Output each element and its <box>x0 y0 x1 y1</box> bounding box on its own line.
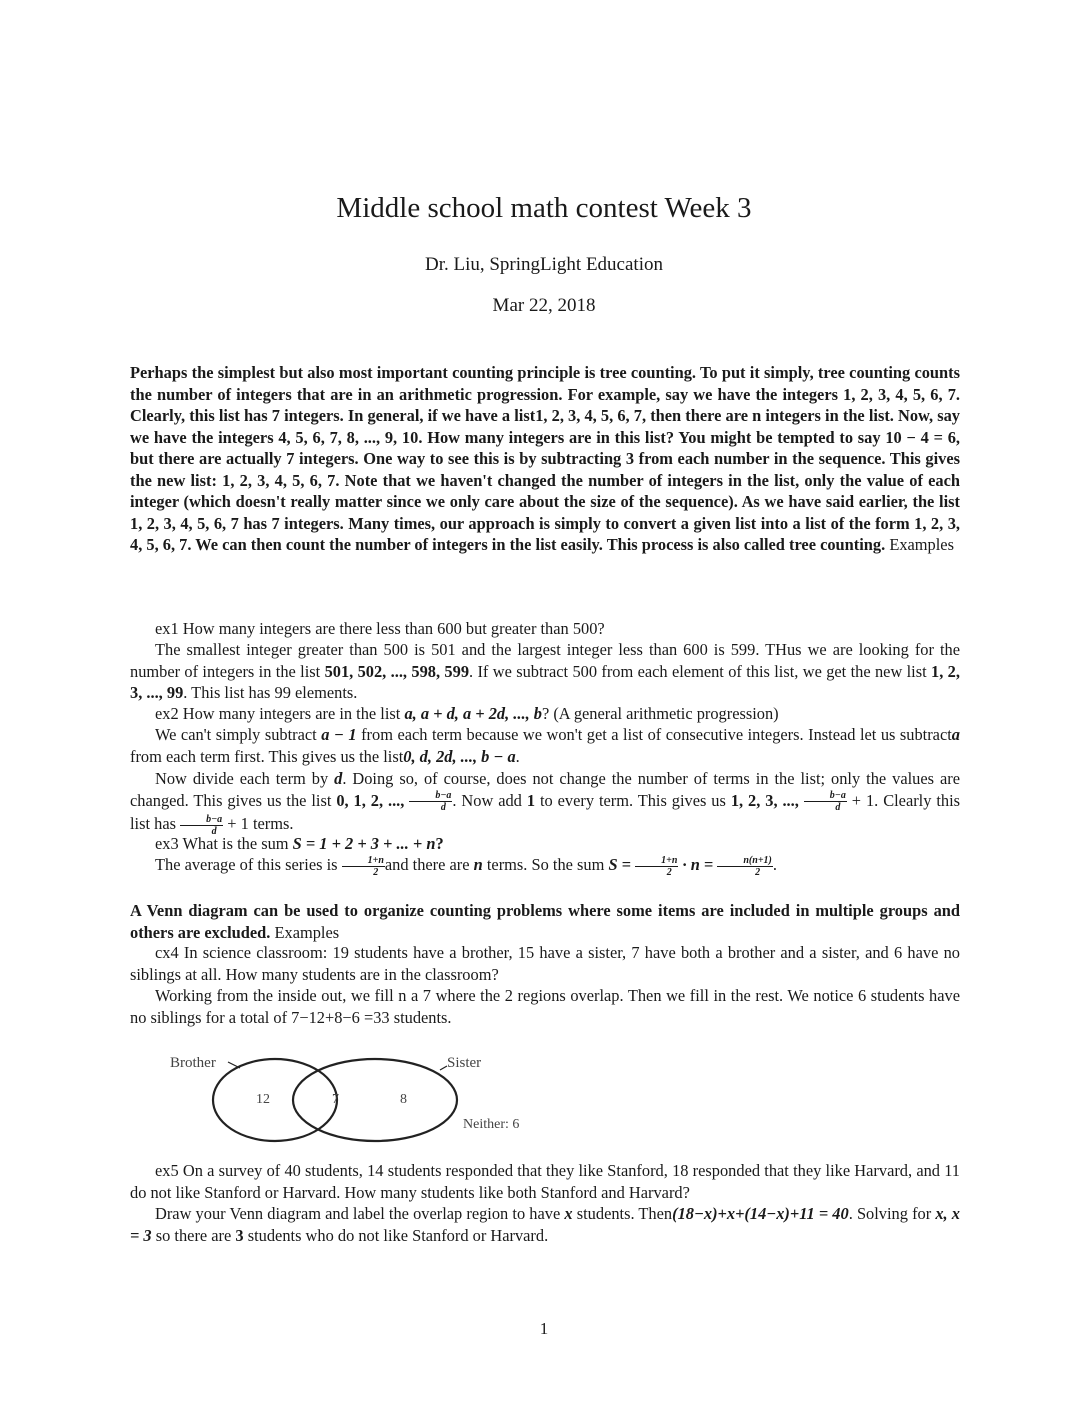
ex5-answer-text-3: . Solving for <box>848 1204 932 1223</box>
fraction-1-plus-n-over-2-b <box>635 855 678 878</box>
ex2-question-text: ex2 How many integers are in the list <box>155 704 401 723</box>
brother-label: Brother <box>170 1055 216 1071</box>
ex5-answer-text-2: students. Then <box>576 1204 673 1223</box>
venn-diagram <box>160 1040 580 1150</box>
ex5-var-x: x <box>564 1204 573 1223</box>
ex4-question: cx4 In science classroom: 19 students have a brother, 15 have a sister, 7 have both a brother and a sister, and 6 have no siblings at all. How many students are in the classroom? <box>130 943 960 984</box>
ex2-var-a: a <box>951 725 960 744</box>
ex2-b-text-2: . Doing so, of course, does not change the number of terms in the list; only the values are changed. This gives us the list <box>130 769 960 810</box>
date-line: Mar 22, 2018 <box>492 295 596 316</box>
fraction-denominator: 2 <box>373 866 379 878</box>
ex2-b-text-5: . Clearly this list has <box>130 790 961 833</box>
brother-only-count: 12 <box>256 1092 270 1107</box>
brother-pointer <box>228 1062 240 1068</box>
ex2-b-plus-one: + 1 <box>851 790 875 810</box>
ex1-answer-text-2: . If we subtract 500 from each element of this list, we get the new list <box>469 661 927 681</box>
ex1-list: 501, 502, ..., 598, 599 <box>324 661 470 681</box>
ex3-answer-text-1: The average of this series is <box>155 855 338 874</box>
ex1-question: ex1 How many integers are there less than 600 but greater than 500? <box>155 619 605 638</box>
page-title: Middle school math contest Week 3 <box>336 192 752 224</box>
ex2-b-text-4: to every term. This gives us <box>539 790 726 810</box>
examples-label: Examples <box>889 535 954 554</box>
ex5-equation: (18−x)+x+(14−x)+11 = 40 <box>672 1204 849 1223</box>
fraction-denominator: d <box>211 825 217 837</box>
ex3-answer-text-2: and there are <box>384 855 470 874</box>
ex2-b-text-6: terms. <box>252 814 294 833</box>
ex5-question: ex5 On a survey of 40 students, 14 students responded that they like Stanford, 18 responded that they like Harvard, and 11 do not like Stanford or Harvard. How many students like both Stanford and Harvard? <box>130 1161 960 1202</box>
ex1-list-2: 1, 2, 3, ..., 99 <box>130 661 960 702</box>
ex4-answer: Working from the inside out, we fill n a 7 where the 2 regions overlap. Then we fill in the rest. We notice 6 students have no siblings for a total of 7−12+8−6 =33 students. <box>130 986 960 1027</box>
ex3-question <box>130 833 960 855</box>
ex2-question-tail: ? (A general arithmetic progression) <box>541 704 779 723</box>
ex3-answer <box>130 854 960 878</box>
fraction-denominator: 2 <box>755 866 761 878</box>
page-number: 1 <box>539 1319 549 1338</box>
neither-count: Neither: 6 <box>463 1117 520 1132</box>
ex2-expr: a − 1 <box>321 725 357 744</box>
ex5-answer-text-4: so there are <box>155 1225 232 1245</box>
fraction-numerator: 1+n <box>635 855 678 867</box>
ex3-var-n: n <box>473 855 483 874</box>
ex2-b-text-1: Now divide each term by <box>155 769 329 788</box>
intro-text: Perhaps the simplest but also most important counting principle is tree counting. To put it simply, tree counting counts the number of integers that are in an arithmetic progression. For example, say we have the integers 1, 2, 3, 4, 5, 6, 7. Clearly, this list has 7 integers. In general, if we have a list1, 2, 3, 4, 5, 6, 7, then there are n integers in the list. Now, say we have the integers 4, 5, 6, 7, 8, ..., 9, 10. How many integers are in this list? You might be tempted to say 10 − 4 = 6, but there are actually 7 integers. One way to see this is by subtracting 3 from each number in the sequence. This gives the new list: 1, 2, 3, 4, 5, 6, 7. Note that we haven't changed the number of integers in the list, only the value of each integer (which doesn't really matter since we only care about the size of the sequence). As we have said earlier, the list 1, 2, 3, 4, 5, 6, 7 has 7 integers. Many times, our approach is simply to convert a given list into a list of the form 1, 2, 3, 4, 5, 6, 7. We can then count the number of integers in the list easily. This process is also called tree counting. <box>130 363 960 554</box>
ex3-expr: S = 1 + 2 + 3 + ... + n <box>292 834 436 853</box>
fraction-denominator: 2 <box>666 866 672 878</box>
fraction-1-plus-n-over-2 <box>342 855 385 878</box>
tree-counting-intro <box>130 362 960 556</box>
fraction-numerator: b−a <box>180 814 223 826</box>
ex2-b-list-2: 1, 2, 3, ..., <box>730 790 799 810</box>
ex3-answer-text-3: terms. So the sum <box>486 855 605 874</box>
fraction-b-minus-a-over-d <box>409 790 452 813</box>
ex2-var-d: d <box>334 769 343 788</box>
ex2-answer-text-2: from each term because we won't get a list of consecutive integers. Instead let us subtract <box>361 725 952 744</box>
ex5-answer-text-1: Draw your Venn diagram and label the overlap region to have <box>155 1204 561 1223</box>
ex3-s-equals: S = <box>608 855 632 874</box>
ex2-answer <box>130 724 960 767</box>
sister-label: Sister <box>447 1055 482 1071</box>
ex5-answer-text-5: students who do not like Stanford or Harvard. <box>247 1225 549 1245</box>
fraction-b-minus-a-over-d-2 <box>804 790 847 813</box>
fraction-numerator: b−a <box>409 790 452 802</box>
fraction-n-n-plus-1-over-2 <box>717 855 772 878</box>
ex3-dot-n: · n = <box>682 855 714 874</box>
ex2-b-text-3: . Now add <box>452 790 522 810</box>
ex2-question <box>130 703 960 725</box>
venn-intro <box>130 900 960 943</box>
ex3-period: . <box>772 855 777 874</box>
fraction-numerator: 1+n <box>342 855 385 867</box>
ex2-list-0: 0, d, 2d, ..., b − a <box>403 746 516 766</box>
ex3-question-text: ex3 What is the sum <box>155 834 289 853</box>
ex1-answer-text-3: . This list has 99 elements. <box>183 683 358 702</box>
ex2-answer-text-3: from each term first. This gives us the list <box>130 746 404 766</box>
sister-pointer <box>440 1066 447 1070</box>
fraction-numerator: b−a <box>804 790 847 802</box>
ex2-b-list: 0, 1, 2, ..., <box>336 790 405 810</box>
ex2-answer-period: . <box>515 746 520 766</box>
fraction-denominator: d <box>440 802 446 813</box>
ex5-solution: x, x = 3 <box>130 1204 960 1245</box>
ex1-answer-text-1: The smallest integer greater than 500 is 501 and the largest integer less than 600 is 599. THus we are looking for the number of integers in the list <box>130 640 960 681</box>
ex1-answer <box>130 639 960 704</box>
ex2-answer-continued <box>130 768 960 837</box>
ex2-b-plus-one-2: + 1 <box>227 814 249 833</box>
examples-label-2: Examples <box>274 922 340 942</box>
sister-only-count: 8 <box>400 1092 407 1107</box>
fraction-denominator: d <box>835 802 841 813</box>
ex2-list: a, a + d, a + 2d, ..., b <box>404 704 542 723</box>
ex5-three: 3 <box>235 1225 244 1245</box>
ex5-answer <box>130 1203 960 1246</box>
author-line: Dr. Liu, SpringLight Education <box>424 254 663 275</box>
sister-circle <box>293 1059 457 1141</box>
overlap-count: 7 <box>332 1092 339 1107</box>
ex2-b-one: 1 <box>526 790 536 810</box>
ex2-answer-text-1: We can't simply subtract <box>155 725 317 744</box>
fraction-numerator: n(n+1) <box>717 855 772 867</box>
venn-intro-text: A Venn diagram can be used to organize counting problems where some items are included in multiple groups and others are excluded. <box>130 901 960 942</box>
ex3-question-mark: ? <box>435 834 444 853</box>
